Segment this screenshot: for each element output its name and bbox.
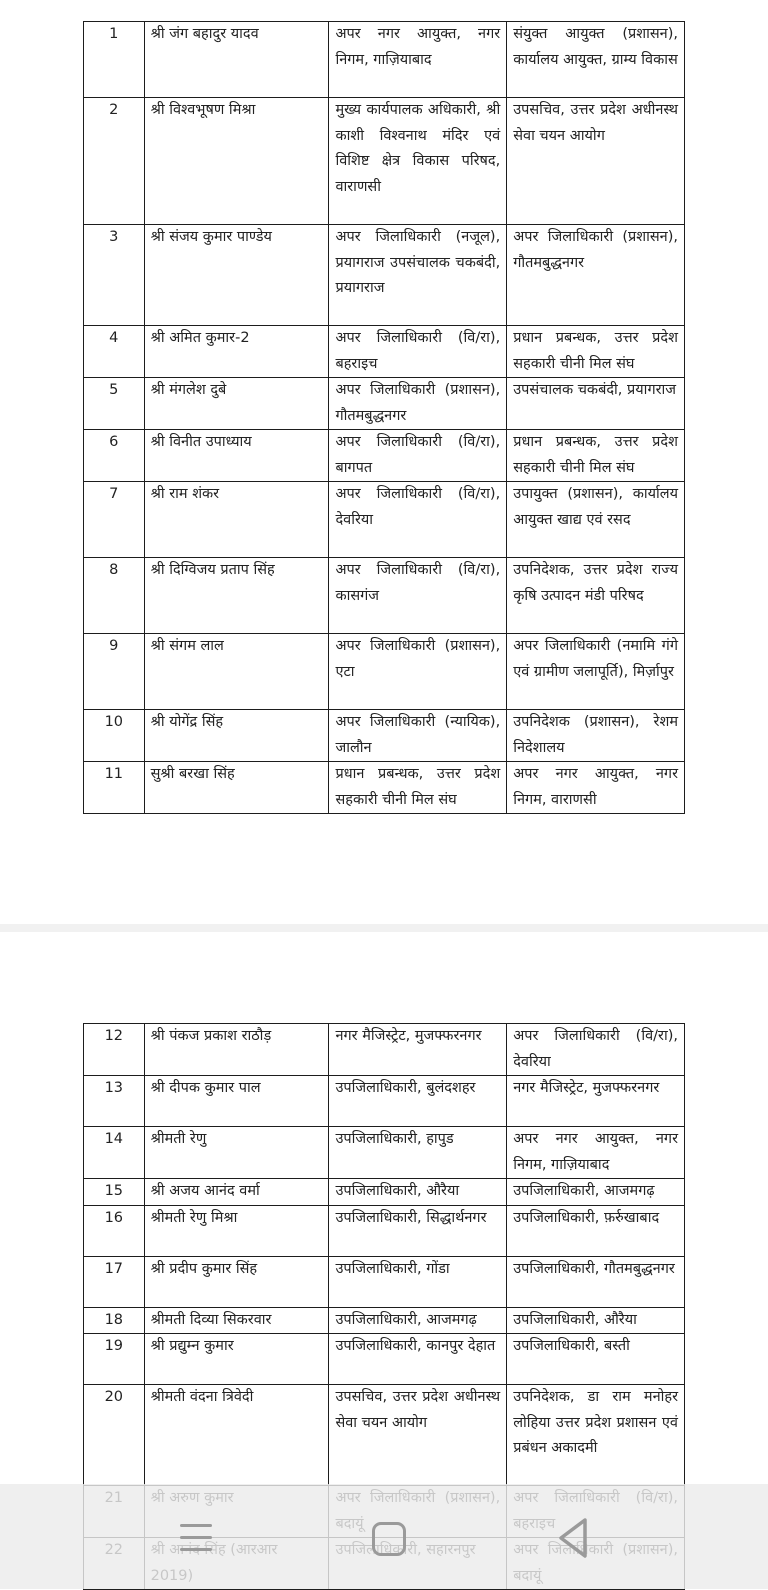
officer-name-cell: श्रीमती दिव्या सिकरवार xyxy=(144,1307,329,1334)
officer-name-cell: श्रीमती वंदना त्रिवेदी xyxy=(144,1385,329,1486)
officer-name-cell: श्रीमती रेणु मिश्रा xyxy=(144,1205,329,1256)
table-row xyxy=(84,1127,685,1179)
new-post-cell: अपर जिलाधिकारी (नमामि गंगे एवं ग्रामीण जलापूर्ति), मिर्ज़ापुर xyxy=(507,634,685,710)
officer-name-cell: श्री दिग्विजय प्रताप सिंह xyxy=(144,558,329,634)
new-post-cell: उपसचिव, उत्तर प्रदेश अधीनस्थ सेवा चयन आयोग xyxy=(507,98,685,225)
officer-name-cell: श्रीमती रेणु xyxy=(144,1127,329,1179)
current-post-cell: उपजिलाधिकारी, कानपुर देहात xyxy=(329,1334,507,1385)
serial-number-cell: 18 xyxy=(84,1307,145,1334)
officer-name-cell: श्री अमित कुमार-2 xyxy=(144,326,329,378)
serial-number-cell: 14 xyxy=(84,1127,145,1179)
table-row xyxy=(84,98,685,225)
new-post-cell: अपर नगर आयुक्त, नगर निगम, वाराणसी xyxy=(507,762,685,814)
table-row xyxy=(84,430,685,482)
officer-name-cell: श्री विश्वभूषण मिश्रा xyxy=(144,98,329,225)
new-post-cell: उपजिलाधिकारी, फ़र्रुखाबाद xyxy=(507,1205,685,1256)
officer-name-cell: श्री विनीत उपाध्याय xyxy=(144,430,329,482)
current-post-cell: उपजिलाधिकारी, आजमगढ़ xyxy=(329,1307,507,1334)
current-post-cell: मुख्य कार्यपालक अधिकारी, श्री काशी विश्वनाथ मंदिर एवं विशिष्ट क्षेत्र विकास परिषद, वाराणसी xyxy=(329,98,507,225)
serial-number-cell: 7 xyxy=(84,482,145,558)
table-row xyxy=(84,326,685,378)
serial-number-cell: 5 xyxy=(84,378,145,430)
officer-name-cell: श्री योगेंद्र सिंह xyxy=(144,710,329,762)
table-row xyxy=(84,378,685,430)
new-post-cell: संयुक्त आयुक्त (प्रशासन), कार्यालय आयुक्त, ग्राम्य विकास xyxy=(507,22,685,98)
officer-name-cell: श्री पंकज प्रकाश राठौड़ xyxy=(144,1024,329,1076)
officer-name-cell: श्री अजय आनंद वर्मा xyxy=(144,1179,329,1206)
new-post-cell: उपजिलाधिकारी, बस्ती xyxy=(507,1334,685,1385)
page-divider xyxy=(0,924,768,932)
new-post-cell: अपर जिलाधिकारी (वि/रा), देवरिया xyxy=(507,1024,685,1076)
current-post-cell: अपर जिलाधिकारी (वि/रा), बहराइच xyxy=(329,326,507,378)
serial-number-cell: 3 xyxy=(84,225,145,326)
current-post-cell: नगर मैजिस्ट्रेट, मुजफ्फरनगर xyxy=(329,1024,507,1076)
table-row xyxy=(84,710,685,762)
table-row xyxy=(84,1307,685,1334)
serial-number-cell: 1 xyxy=(84,22,145,98)
serial-number-cell: 13 xyxy=(84,1076,145,1127)
table-row xyxy=(84,482,685,558)
new-post-cell: नगर मैजिस्ट्रेट, मुजफ्फरनगर xyxy=(507,1076,685,1127)
officer-name-cell: श्री दीपक कुमार पाल xyxy=(144,1076,329,1127)
new-post-cell: उपनिदेशक, उत्तर प्रदेश राज्य कृषि उत्पादन मंडी परिषद xyxy=(507,558,685,634)
current-post-cell: अपर जिलाधिकारी (प्रशासन), गौतमबुद्धनगर xyxy=(329,378,507,430)
table-row xyxy=(84,1385,685,1486)
serial-number-cell: 10 xyxy=(84,710,145,762)
current-post-cell: अपर जिलाधिकारी (वि/रा), बागपत xyxy=(329,430,507,482)
serial-number-cell: 4 xyxy=(84,326,145,378)
new-post-cell: उपायुक्त (प्रशासन), कार्यालय आयुक्त खाद्य एवं रसद xyxy=(507,482,685,558)
back-icon xyxy=(547,1508,607,1568)
current-post-cell: उपसचिव, उत्तर प्रदेश अधीनस्थ सेवा चयन आयोग xyxy=(329,1385,507,1486)
officer-name-cell: श्री जंग बहादुर यादव xyxy=(144,22,329,98)
serial-number-cell: 15 xyxy=(84,1179,145,1206)
new-post-cell: अपर नगर आयुक्त, नगर निगम, गाज़ियाबाद xyxy=(507,1127,685,1179)
current-post-cell: उपजिलाधिकारी, गोंडा xyxy=(329,1256,507,1307)
current-post-cell: अपर जिलाधिकारी (वि/रा), कासगंज xyxy=(329,558,507,634)
table-row xyxy=(84,1334,685,1385)
table-row xyxy=(84,22,685,98)
serial-number-cell: 12 xyxy=(84,1024,145,1076)
new-post-cell: उपनिदेशक, डा राम मनोहर लोहिया उत्तर प्रदेश प्रशासन एवं प्रबंधन अकादमी xyxy=(507,1385,685,1486)
serial-number-cell: 11 xyxy=(84,762,145,814)
current-post-cell: अपर जिलाधिकारी (प्रशासन), एटा xyxy=(329,634,507,710)
table-row xyxy=(84,1256,685,1307)
current-post-cell: अपर जिलाधिकारी (वि/रा), देवरिया xyxy=(329,482,507,558)
home-icon xyxy=(372,1522,406,1556)
home-button[interactable] xyxy=(358,1508,418,1568)
table-row xyxy=(84,762,685,814)
menu-button[interactable] xyxy=(166,1508,226,1568)
new-post-cell: अपर जिलाधिकारी (प्रशासन), गौतमबुद्धनगर xyxy=(507,225,685,326)
serial-number-cell: 17 xyxy=(84,1256,145,1307)
current-post-cell: उपजिलाधिकारी, सिद्धार्थनगर xyxy=(329,1205,507,1256)
officer-name-cell: श्री प्रद्युम्न कुमार xyxy=(144,1334,329,1385)
serial-number-cell: 2 xyxy=(84,98,145,225)
back-button[interactable] xyxy=(547,1508,607,1568)
table-row xyxy=(84,1179,685,1206)
serial-number-cell: 20 xyxy=(84,1385,145,1486)
table-row xyxy=(84,225,685,326)
officer-name-cell: श्री राम शंकर xyxy=(144,482,329,558)
current-post-cell: उपजिलाधिकारी, बुलंदशहर xyxy=(329,1076,507,1127)
table-row xyxy=(84,634,685,710)
officer-name-cell: सुश्री बरखा सिंह xyxy=(144,762,329,814)
table-row xyxy=(84,1076,685,1127)
new-post-cell: उपनिदेशक (प्रशासन), रेशम निदेशालय xyxy=(507,710,685,762)
serial-number-cell: 9 xyxy=(84,634,145,710)
current-post-cell: अपर जिलाधिकारी (नजूल), प्रयागराज उपसंचालक चकबंदी, प्रयागराज xyxy=(329,225,507,326)
table-row xyxy=(84,1024,685,1076)
new-post-cell: प्रधान प्रबन्धक, उत्तर प्रदेश सहकारी चीनी मिल संघ xyxy=(507,430,685,482)
officer-name-cell: श्री मंगलेश दुबे xyxy=(144,378,329,430)
transfer-table-1 xyxy=(83,21,685,814)
table-row xyxy=(84,1205,685,1256)
current-post-cell: अपर जिलाधिकारी (न्यायिक), जालौन xyxy=(329,710,507,762)
officer-name-cell: श्री संजय कुमार पाण्डेय xyxy=(144,225,329,326)
new-post-cell: उपजिलाधिकारी, आजमगढ़ xyxy=(507,1179,685,1206)
serial-number-cell: 19 xyxy=(84,1334,145,1385)
new-post-cell: उपजिलाधिकारी, गौतमबुद्धनगर xyxy=(507,1256,685,1307)
officer-name-cell: श्री संगम लाल xyxy=(144,634,329,710)
serial-number-cell: 16 xyxy=(84,1205,145,1256)
serial-number-cell: 8 xyxy=(84,558,145,634)
current-post-cell: उपजिलाधिकारी, औरैया xyxy=(329,1179,507,1206)
current-post-cell: प्रधान प्रबन्धक, उत्तर प्रदेश सहकारी चीनी मिल संघ xyxy=(329,762,507,814)
current-post-cell: उपजिलाधिकारी, हापुड xyxy=(329,1127,507,1179)
current-post-cell: अपर नगर आयुक्त, नगर निगम, गाज़ियाबाद xyxy=(329,22,507,98)
table-row xyxy=(84,558,685,634)
new-post-cell: प्रधान प्रबन्धक, उत्तर प्रदेश सहकारी चीनी मिल संघ xyxy=(507,326,685,378)
officer-name-cell: श्री प्रदीप कुमार सिंह xyxy=(144,1256,329,1307)
new-post-cell: उपजिलाधिकारी, औरैया xyxy=(507,1307,685,1334)
new-post-cell: उपसंचालक चकबंदी, प्रयागराज xyxy=(507,378,685,430)
serial-number-cell: 6 xyxy=(84,430,145,482)
